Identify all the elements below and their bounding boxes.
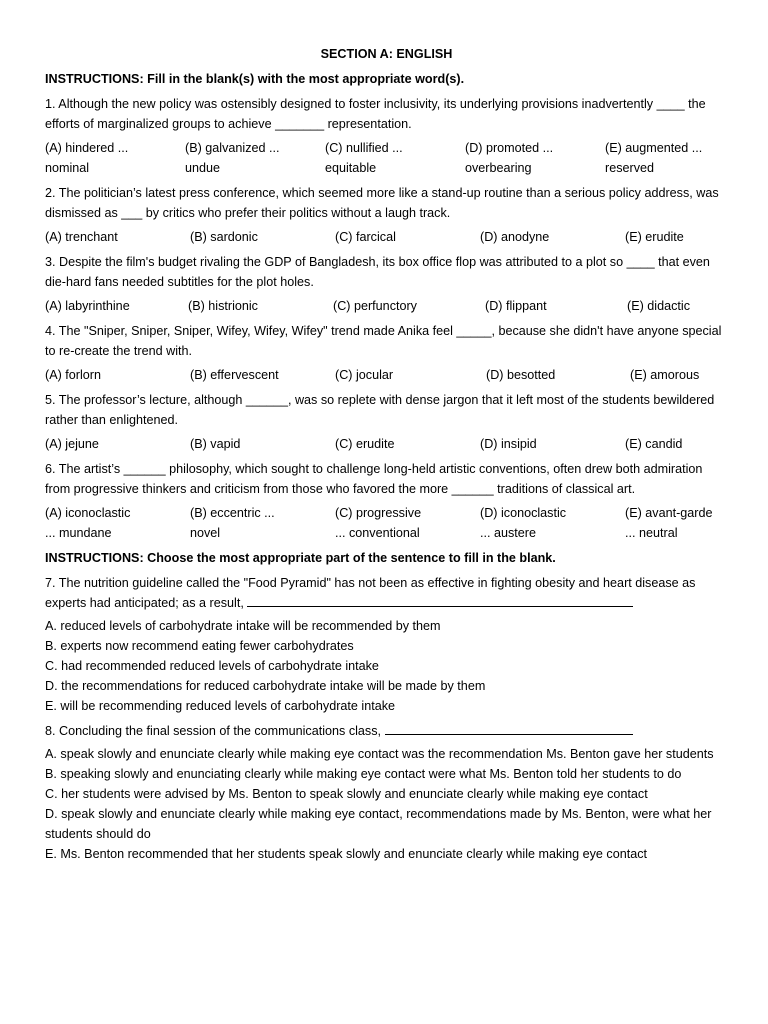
question-3-options: [45, 296, 728, 316]
question-3-option-d: (D) flippant: [485, 299, 547, 313]
question-8-choice-d: D. speak slowly and enunciate clearly while making eye contact, recommendations made by Ms. Benton, were what her students should do: [45, 807, 712, 841]
instructions-fill-blank: INSTRUCTIONS: Fill in the blank(s) with the most appropriate word(s).: [45, 72, 465, 86]
question-3-option-b: (B) histrionic: [188, 299, 258, 313]
question-4-text: 4. The "Sniper, Sniper, Sniper, Wifey, Wifey, Wifey" trend made Anika feel _____, because she didn't have anyone special to re-create the trend with.: [45, 324, 722, 358]
question-5-option-e: (E) candid: [625, 437, 683, 451]
question-5-options: [45, 434, 728, 454]
question-5-text: 5. The professor’s lecture, although ______, was so replete with dense jargon that it left most of the students bewildered rather than enlightened.: [45, 393, 715, 427]
question-8-blank: [385, 722, 633, 735]
question-8-choice-a: A. speak slowly and enunciate clearly while making eye contact was the recommendation Ms. Benton gave her students: [45, 747, 714, 761]
question-4-option-a: (A) forlorn: [45, 368, 101, 382]
question-6-option-a: (A) iconoclastic ... mundane: [45, 506, 131, 540]
question-1-options: [45, 138, 728, 178]
question-4-options: [45, 365, 728, 385]
question-5-option-b: (B) vapid: [190, 437, 241, 451]
question-5-option-d: (D) insipid: [480, 437, 537, 451]
question-6-options: [45, 503, 728, 543]
question-8-text: 8. Concluding the final session of the communications class,: [45, 724, 382, 738]
question-2-option-a: (A) trenchant: [45, 230, 118, 244]
question-3-option-a: (A) labyrinthine: [45, 299, 130, 313]
question-8-choice-c: C. her students were advised by Ms. Benton to speak slowly and enunciate clearly while making eye contact: [45, 787, 648, 801]
section-title: SECTION A: ENGLISH: [320, 47, 453, 61]
question-6-option-c: (C) progressive ... conventional: [335, 506, 422, 540]
question-8-choices: [45, 744, 728, 864]
question-4-option-e: (E) amorous: [630, 368, 700, 382]
question-2-option-c: (C) farcical: [335, 230, 396, 244]
question-2-text: 2. The politician’s latest press conference, which seemed more like a stand-up routine than a serious policy address, was dismissed as ___ by critics who prefer their politics without a laugh track.: [45, 186, 719, 220]
instructions-choose-part: INSTRUCTIONS: Choose the most appropriate part of the sentence to fill in the blank.: [45, 551, 556, 565]
question-2-option-b: (B) sardonic: [190, 230, 258, 244]
question-2-option-e: (E) erudite: [625, 230, 684, 244]
question-6-option-b: (B) eccentric ... novel: [190, 506, 275, 540]
question-7-choice-c: C. had recommended reduced levels of carbohydrate intake: [45, 659, 379, 673]
question-1-option-b: (B) galvanized ... undue: [185, 141, 280, 175]
question-7-text: 7. The nutrition guideline called the "Food Pyramid" has not been as effective in fighting obesity and heart disease as experts had anticipated; as a result,: [45, 576, 696, 610]
question-4-option-c: (C) jocular: [335, 368, 394, 382]
question-8-choice-e: E. Ms. Benton recommended that her students speak slowly and enunciate clearly while making eye contact: [45, 847, 648, 861]
question-7-choice-a: A. reduced levels of carbohydrate intake will be recommended by them: [45, 619, 441, 633]
question-1-text: 1. Although the new policy was ostensibly designed to foster inclusivity, its underlying provisions inadvertently ____ the efforts of marginalized groups to achieve _______ representation.: [45, 97, 706, 131]
question-8-stem: [45, 721, 728, 741]
question-3-text: 3. Despite the film's budget rivaling the GDP of Bangladesh, its box office flop was attributed to a plot so ____ that even die-hard fans needed subtitles for the plot holes.: [45, 255, 710, 289]
question-7-choice-d: D. the recommendations for reduced carbohydrate intake will be made by them: [45, 679, 486, 693]
question-4-option-d: (D) besotted: [486, 368, 556, 382]
question-1-option-d: (D) promoted ... overbearing: [465, 141, 554, 175]
question-4-option-b: (B) effervescent: [190, 368, 279, 382]
question-7-blank: [247, 594, 633, 607]
question-7-choice-b: B. experts now recommend eating fewer carbohydrates: [45, 639, 354, 653]
question-2-option-d: (D) anodyne: [480, 230, 550, 244]
question-5-option-c: (C) erudite: [335, 437, 395, 451]
question-1-option-e: (E) augmented ... reserved: [605, 141, 703, 175]
question-2-options: [45, 227, 728, 247]
question-7-stem: [45, 573, 728, 613]
question-1-option-a: (A) hindered ... nominal: [45, 141, 129, 175]
question-5-option-a: (A) jejune: [45, 437, 99, 451]
question-3-option-c: (C) perfunctory: [333, 299, 417, 313]
question-3-option-e: (E) didactic: [627, 299, 690, 313]
question-6-option-d: (D) iconoclastic ... austere: [480, 506, 567, 540]
question-6-option-e: (E) avant-garde ... neutral: [625, 506, 713, 540]
question-7-choice-e: E. will be recommending reduced levels of carbohydrate intake: [45, 699, 396, 713]
question-1-option-c: (C) nullified ... equitable: [325, 141, 403, 175]
question-7-choices: [45, 616, 728, 716]
question-6-text: 6. The artist’s ______ philosophy, which sought to challenge long-held artistic conventions, often drew both admiration from progressive thinkers and criticism from those who favored the more ______ traditions of classical art.: [45, 462, 703, 496]
question-8-choice-b: B. speaking slowly and enunciating clearly while making eye contact were what Ms. Benton told her students to do: [45, 767, 682, 781]
